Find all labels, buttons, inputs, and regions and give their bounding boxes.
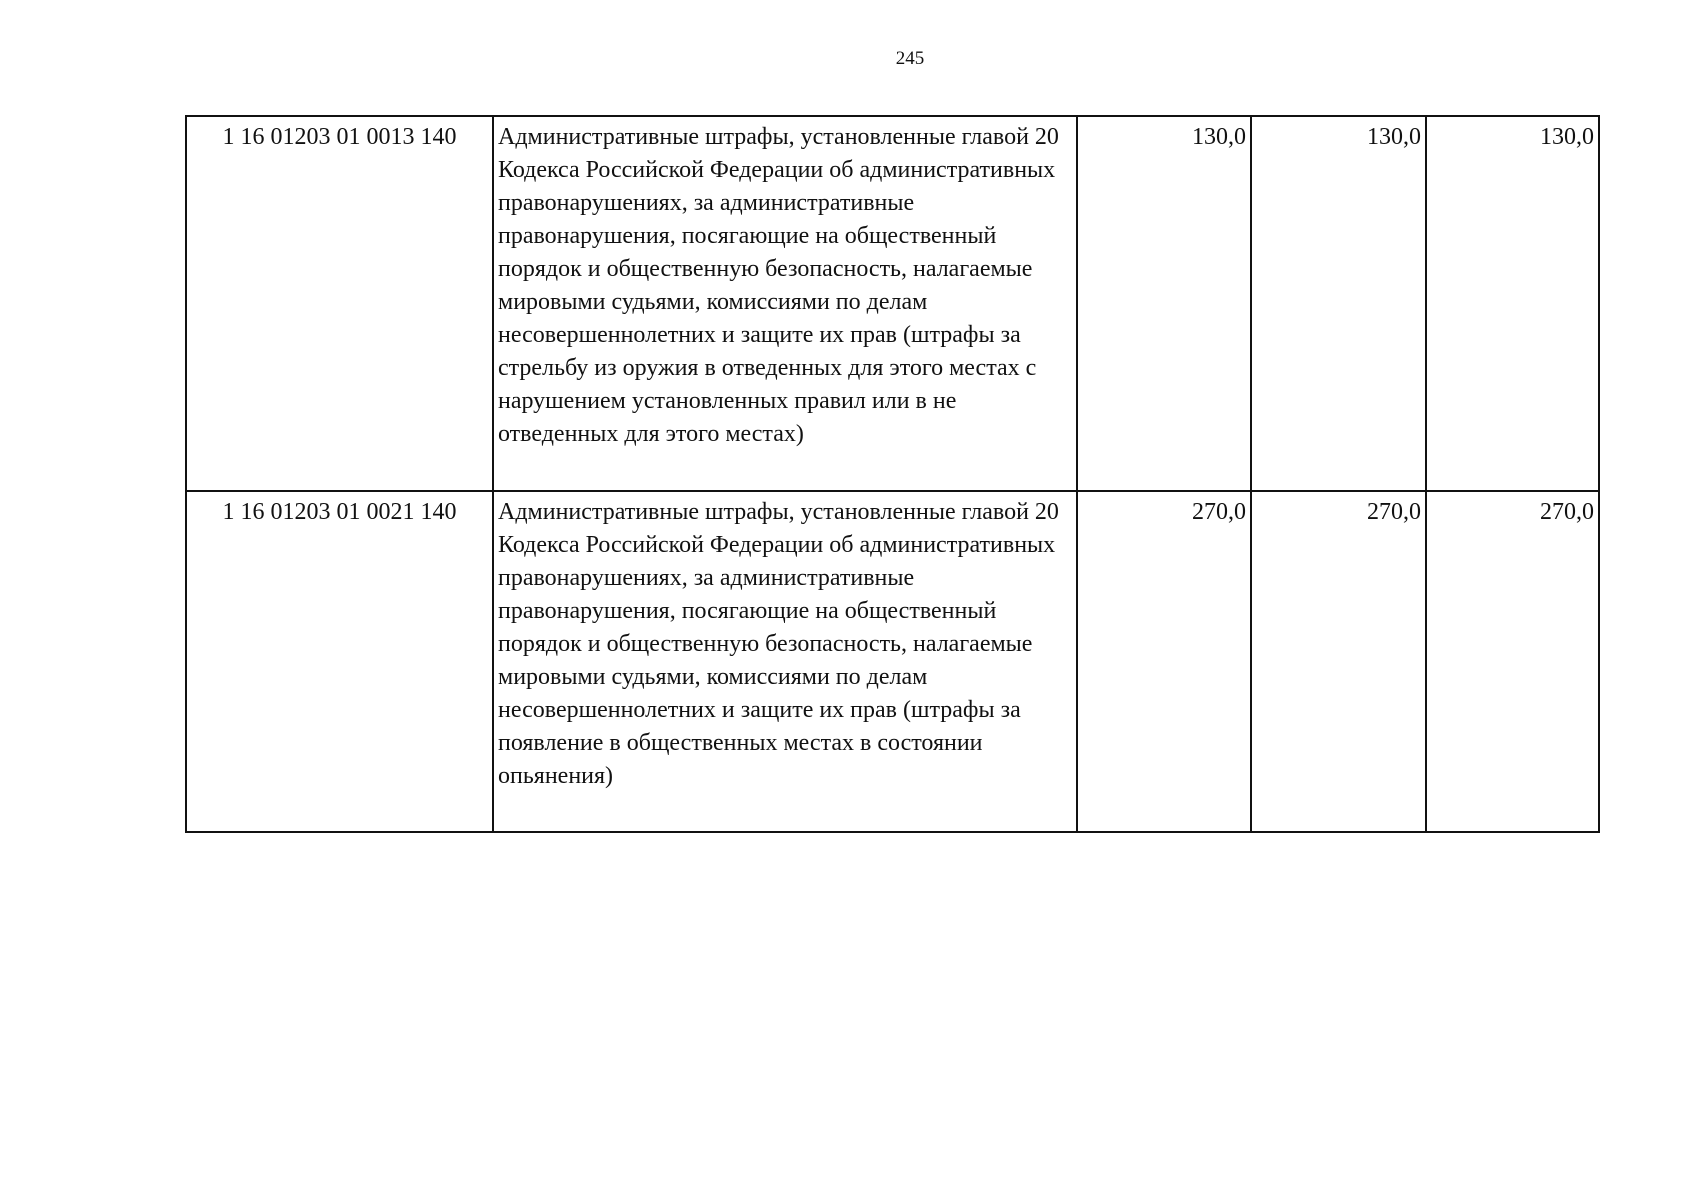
table-row [186, 116, 1599, 491]
budget-code-cell: 1 16 01203 01 0013 140 [186, 116, 493, 491]
amount-cell-year-2: 130,0 [1251, 116, 1426, 491]
amount-cell-year-1: 270,0 [1077, 491, 1251, 832]
budget-code-cell: 1 16 01203 01 0021 140 [186, 491, 493, 832]
page-number: 245 [895, 48, 925, 69]
description-cell: Административные штрафы, установленные главой 20 Кодекса Российской Федерации об административных правонарушениях, за административные правонарушения, посягающие на общественный порядок и общественную безопасность, налагаемые мировыми судьями, комиссиями по делам несовершеннолетних и защите их прав (штрафы за появление в общественных местах в состоянии опьянения) [493, 491, 1077, 832]
amount-cell-year-3: 270,0 [1426, 491, 1599, 832]
amount-cell-year-3: 130,0 [1426, 116, 1599, 491]
amount-cell-year-2: 270,0 [1251, 491, 1426, 832]
description-cell: Административные штрафы, установленные главой 20 Кодекса Российской Федерации об административных правонарушениях, за административные правонарушения, посягающие на общественный порядок и общественную безопасность, налагаемые мировыми судьями, комиссиями по делам несовершеннолетних и защите их прав (штрафы за стрельбу из оружия в отведенных для этого местах с нарушением установленных правил или в не отведенных для этого местах) [493, 116, 1077, 491]
budget-table [185, 115, 1600, 833]
amount-cell-year-1: 130,0 [1077, 116, 1251, 491]
table-row [186, 491, 1599, 832]
